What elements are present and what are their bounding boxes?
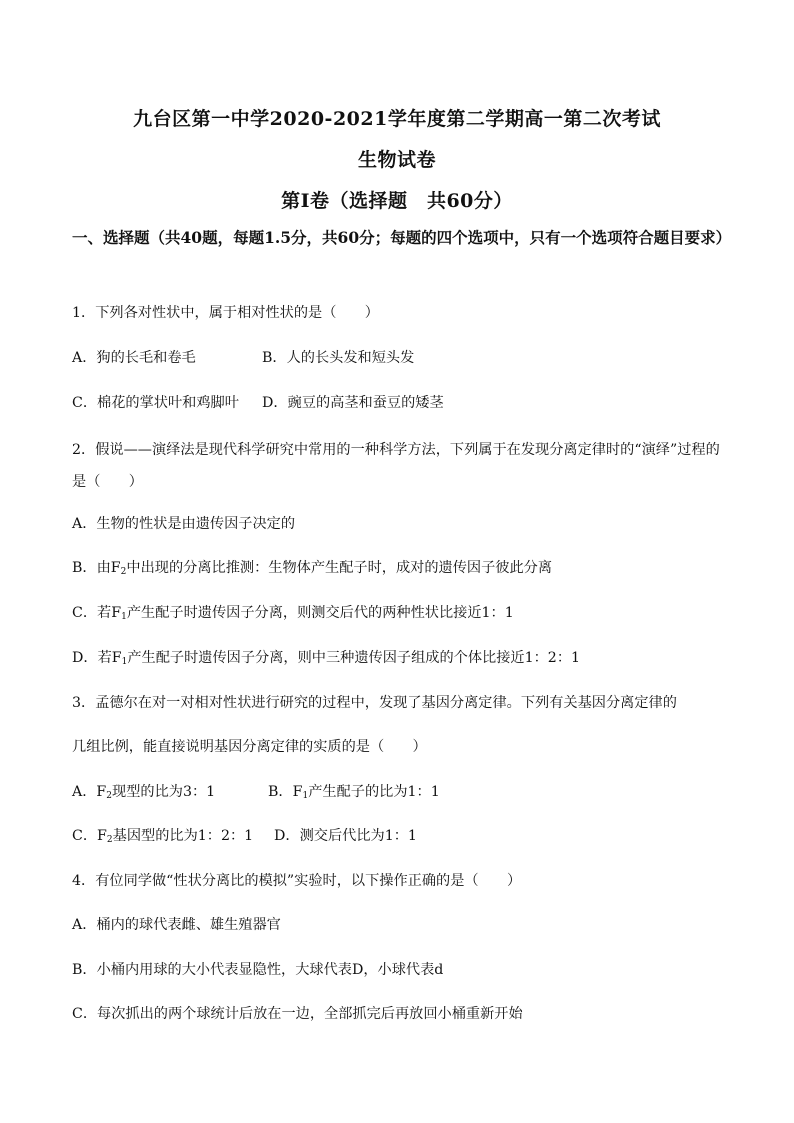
q1-option-c: C．棉花的掌状叶和鸡脚叶	[72, 395, 239, 411]
q2-option-b-text: 中出现的分离比推测：生物体产生配子时，成对的遗传因子彼此分离	[126, 560, 553, 576]
q4-option-b: B．小桶内用球的大小代表显隐性，大球代表D，小球代表d	[72, 962, 444, 978]
q3-option-c-text: 基因型的比为1：2：1	[112, 828, 254, 844]
q3-stem-line-1: 3．孟德尔在对一对相对性状进行研究的过程中，发现了基因分离定律。下列有关基因分离定律的	[72, 695, 677, 711]
q3-option-b-prefix: B．F	[268, 784, 303, 800]
q2-option-b	[72, 557, 552, 577]
q3-options-row-2	[72, 825, 417, 845]
q3-option-b-text: 产生配子的比为1：1	[308, 784, 440, 800]
q3-stem-line-2: 几组比例，能直接说明基因分离定律的实质的是（ ）	[72, 739, 427, 755]
q3-options-row-1	[72, 781, 440, 801]
exam-title: 九台区第一中学2020-2021学年度第二学期高一第二次考试	[133, 108, 661, 130]
q3-option-a-subscript: 2	[106, 791, 113, 801]
q1-option-a: A．狗的长毛和卷毛	[72, 350, 196, 366]
q1-stem: 1．下列各对性状中，属于相对性状的是（ ）	[72, 305, 379, 321]
q2-stem: 2．假说——演绎法是现代科学研究中常用的一种科学方法，下列属于在发现分离定律时的“演绎”过程的是（ ）	[72, 442, 720, 490]
q2-option-d-text: 产生配子时遗传因子分离，则中三种遗传因子组成的个体比接近1：2：1	[127, 650, 581, 666]
q4-option-c: C．每次抓出的两个球统计后放在一边，全部抓完后再放回小桶重新开始	[72, 1006, 523, 1022]
q3-option-a-prefix: A．F	[72, 784, 107, 800]
q3-option-d: D．测交后代比为1：1	[274, 828, 417, 844]
q2-option-a: A．生物的性状是由遗传因子决定的	[72, 516, 296, 532]
q2-option-c-prefix: C．若F	[72, 605, 122, 621]
q3-option-c-prefix: C．F	[72, 828, 107, 844]
q4-stem: 4．有位同学做“性状分离比的模拟”实验时，以下操作正确的是（ ）	[72, 873, 522, 889]
q1-option-b: B．人的长头发和短头发	[262, 350, 415, 366]
q3-option-c-subscript: 2	[106, 835, 113, 845]
section-heading: 一、选择题（共40题，每题1.5分，共60分；每题的四个选项中，只有一个选项符合题目要求）	[72, 228, 732, 247]
q4-option-a: A．桶内的球代表雌、雄生殖器官	[72, 917, 281, 933]
q2-option-c-text: 产生配子时遗传因子分离，则测交后代的两种性状比接近1：1	[126, 605, 514, 621]
q2-option-c-subscript: 1	[121, 612, 127, 622]
q3-option-c	[72, 825, 274, 845]
q2-option-b-subscript: 2	[120, 567, 127, 577]
q3-option-b-subscript: 1	[302, 791, 309, 801]
q2-option-d-prefix: D．若F	[72, 650, 122, 666]
q1-option-d: D．豌豆的高茎和蚕豆的矮茎	[262, 395, 444, 411]
q3-option-a-text: 现型的比为3：1	[112, 784, 216, 800]
q1-options-row-2	[72, 392, 444, 412]
exam-subject: 生物试卷	[357, 149, 436, 171]
q3-option-a	[72, 781, 268, 801]
exam-part-heading: 第Ⅰ卷（选择题 共60分）	[281, 190, 513, 212]
q2-option-d	[72, 647, 580, 667]
q2-option-c	[72, 602, 514, 622]
q2-option-d-subscript: 1	[121, 657, 128, 667]
q3-option-b	[268, 781, 440, 801]
q2-option-b-prefix: B．由F	[72, 560, 121, 576]
q1-options-row-1	[72, 347, 414, 367]
